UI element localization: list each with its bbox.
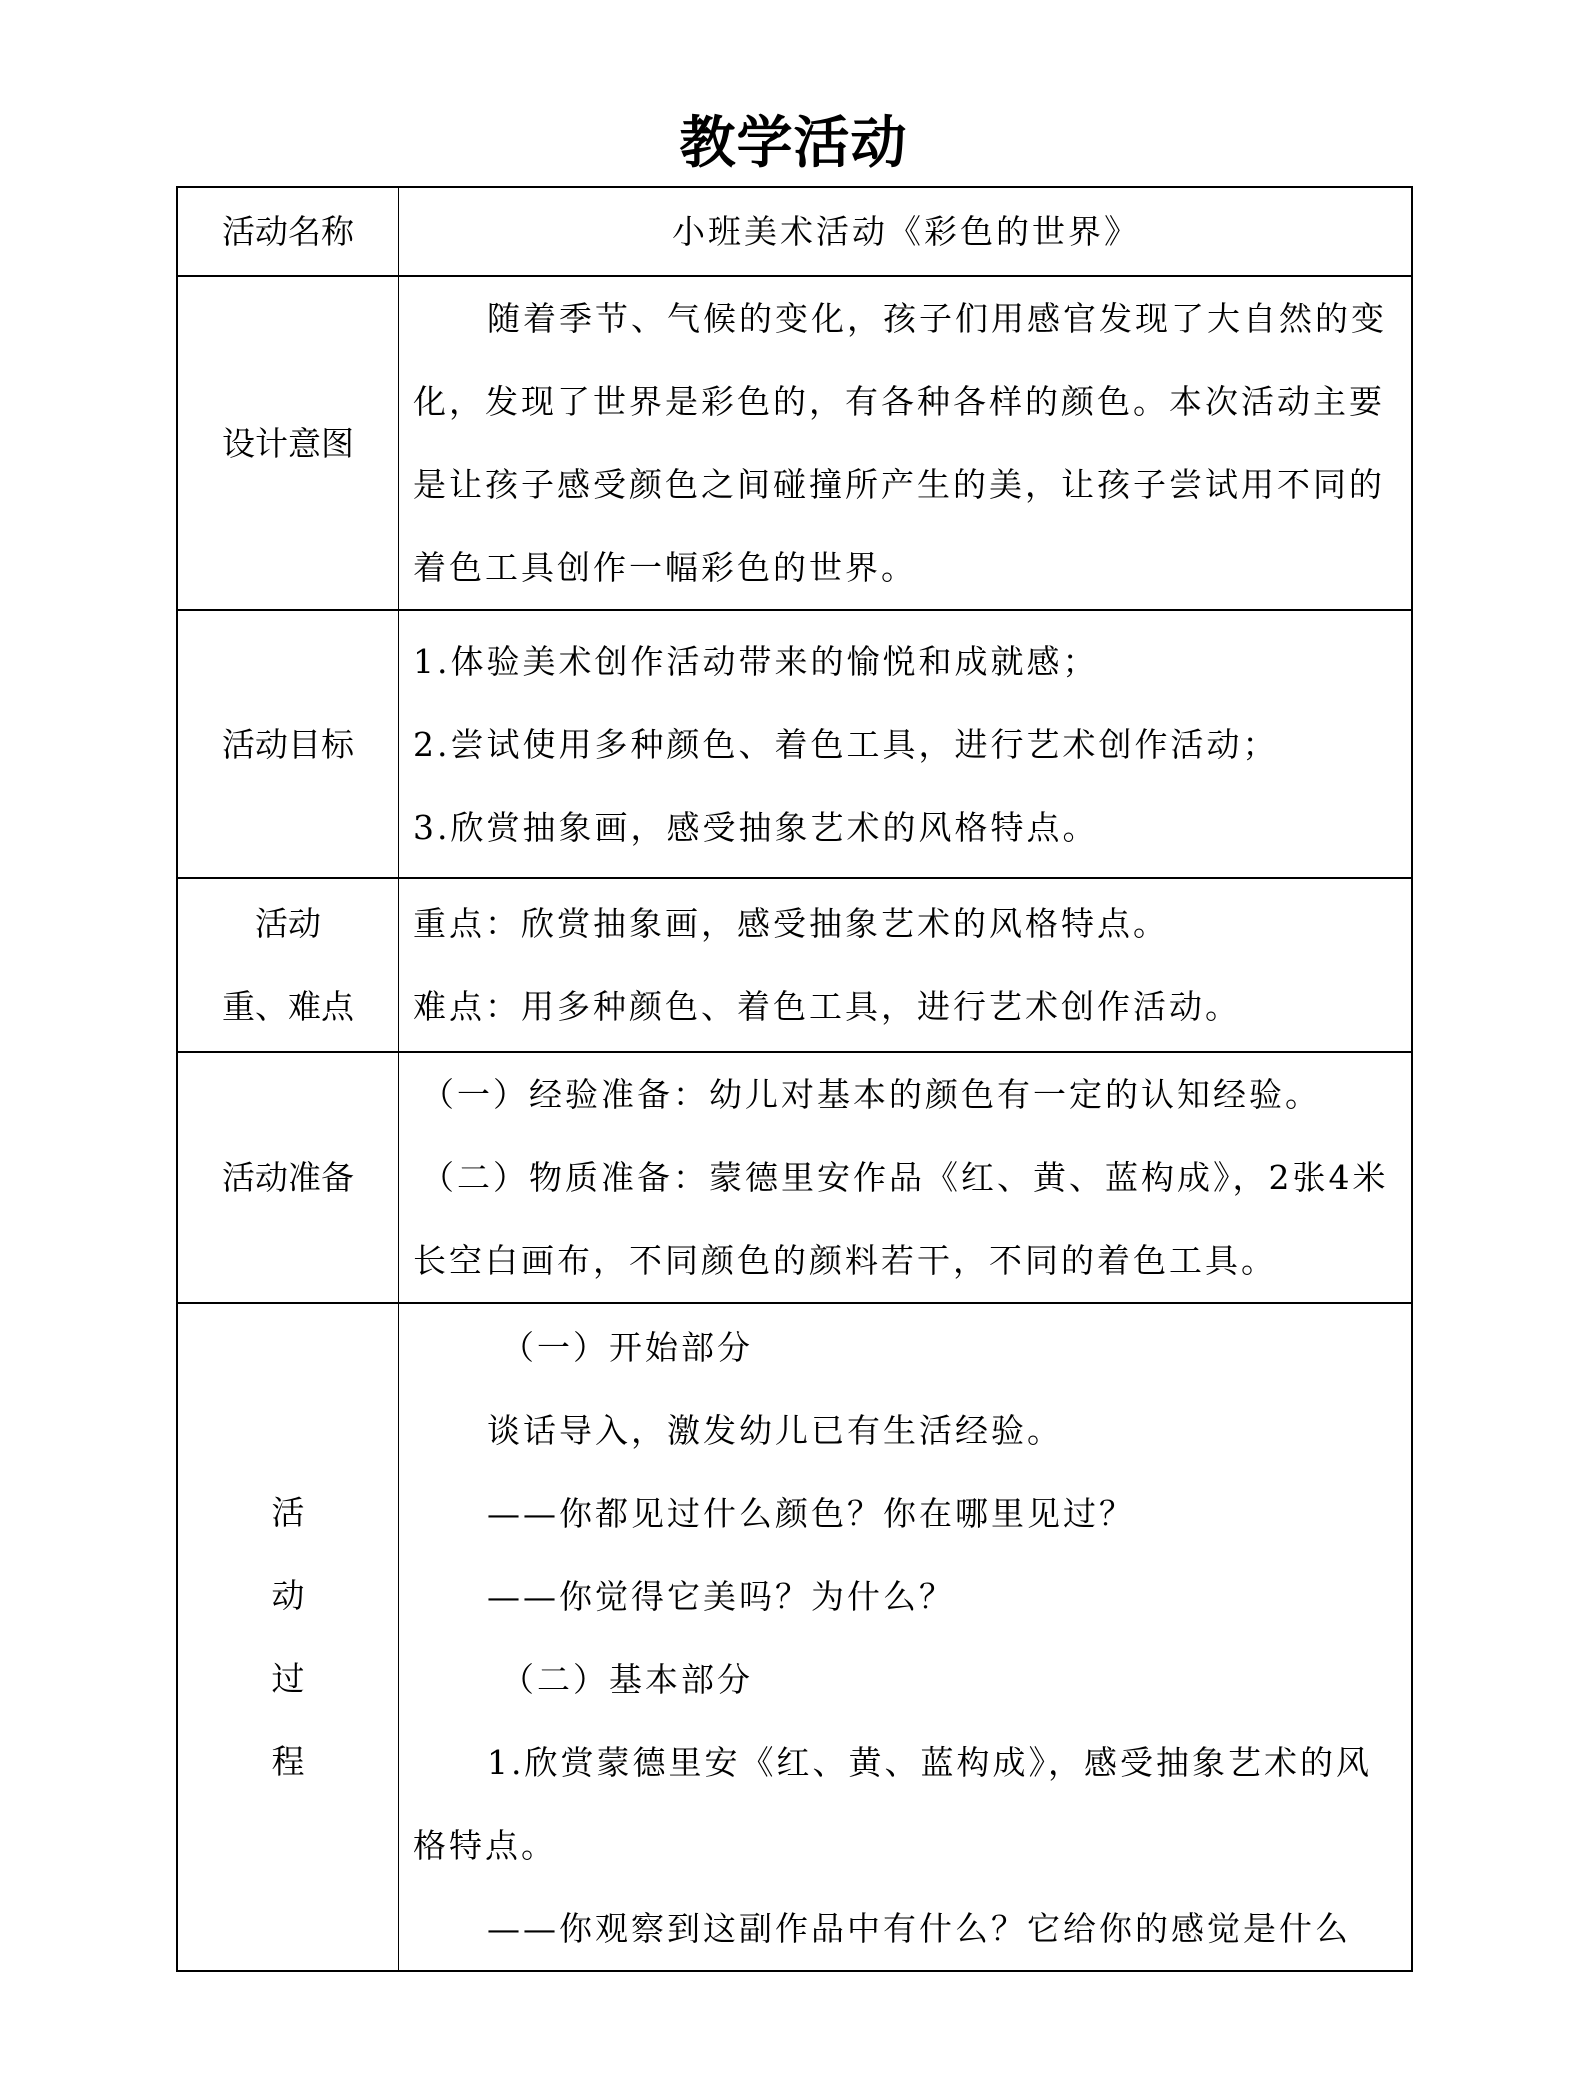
row-label-design-intent: 设计意图: [177, 276, 399, 610]
row-label-activity-goals: 活动目标: [177, 610, 399, 878]
row-label-char-4: 程: [271, 1742, 305, 1781]
key-difficult-points-content: [399, 878, 1413, 1052]
lesson-plan-table: [176, 186, 1413, 1972]
experience-preparation: （一）经验准备：幼儿对基本的颜色有一定的认知经验。: [421, 1075, 1321, 1114]
design-intent-paragraph: 随着季节、气候的变化，孩子们用感官发现了大自然的变化，发现了世界是彩色的，有各种各样的颜色。本次活动主要是让孩子感受颜色之间碰撞所产生的美，让孩子尝试用不同的着色工具创作一幅彩色的世界。: [413, 299, 1387, 587]
process-question: ——你观察到这副作品中有什么？它给你的感觉是什么: [487, 1909, 1351, 1948]
row-label-char-2: 动: [271, 1576, 305, 1615]
process-paragraph: 谈话导入，激发幼儿已有生活经验。: [487, 1411, 1063, 1450]
row-label-line-1: 活动: [255, 904, 321, 943]
table-row-activity-process: [177, 1303, 1412, 1971]
row-label-key-difficult-points: [177, 878, 399, 1052]
process-question: ——你觉得它美吗？为什么？: [487, 1577, 955, 1616]
row-label-activity-process: [177, 1303, 399, 1971]
row-label-activity-preparation: 活动准备: [177, 1052, 399, 1303]
process-paragraph: 1.欣赏蒙德里安《红、黄、蓝构成》，感受抽象艺术的风格特点。: [413, 1743, 1372, 1865]
table-row-design-intent: [177, 276, 1412, 610]
goal-item-3: 3.欣赏抽象画，感受抽象艺术的风格特点。: [413, 807, 1099, 847]
goal-item-2: 2.尝试使用多种颜色、着色工具，进行艺术创作活动；: [413, 724, 1279, 764]
row-label-line-2: 重、难点: [222, 987, 354, 1026]
row-label-char-3: 过: [271, 1659, 305, 1698]
activity-process-content: [399, 1303, 1413, 1971]
document-title: 教学活动: [679, 111, 908, 176]
table-row-activity-preparation: [177, 1052, 1412, 1303]
goal-item-1: 1.体验美术创作活动带来的愉悦和成就感；: [413, 641, 1099, 681]
row-label-char-1: 活: [271, 1493, 305, 1532]
row-label-activity-name: 活动名称: [177, 187, 399, 276]
material-preparation: （二）物质准备：蒙德里安作品《红、黄、蓝构成》，2张4米长空白画布，不同颜色的颜料若干，不同的着色工具。: [413, 1158, 1389, 1280]
key-point: 重点：欣赏抽象画，感受抽象艺术的风格特点。: [413, 904, 1169, 943]
activity-goals-content: [399, 610, 1413, 878]
table-row-activity-name: [177, 187, 1412, 276]
table-row-activity-goals: [177, 610, 1412, 878]
activity-name-value: 小班美术活动《彩色的世界》: [399, 187, 1413, 276]
section-heading-basic: （二）基本部分: [501, 1660, 753, 1699]
difficult-point: 难点：用多种颜色、着色工具，进行艺术创作活动。: [413, 987, 1241, 1026]
process-question: ——你都见过什么颜色？你在哪里见过？: [487, 1494, 1135, 1533]
table-row-key-difficult-points: [177, 878, 1412, 1052]
activity-preparation-content: [399, 1052, 1413, 1303]
section-heading-opening: （一）开始部分: [501, 1328, 753, 1367]
design-intent-content: [399, 276, 1413, 610]
